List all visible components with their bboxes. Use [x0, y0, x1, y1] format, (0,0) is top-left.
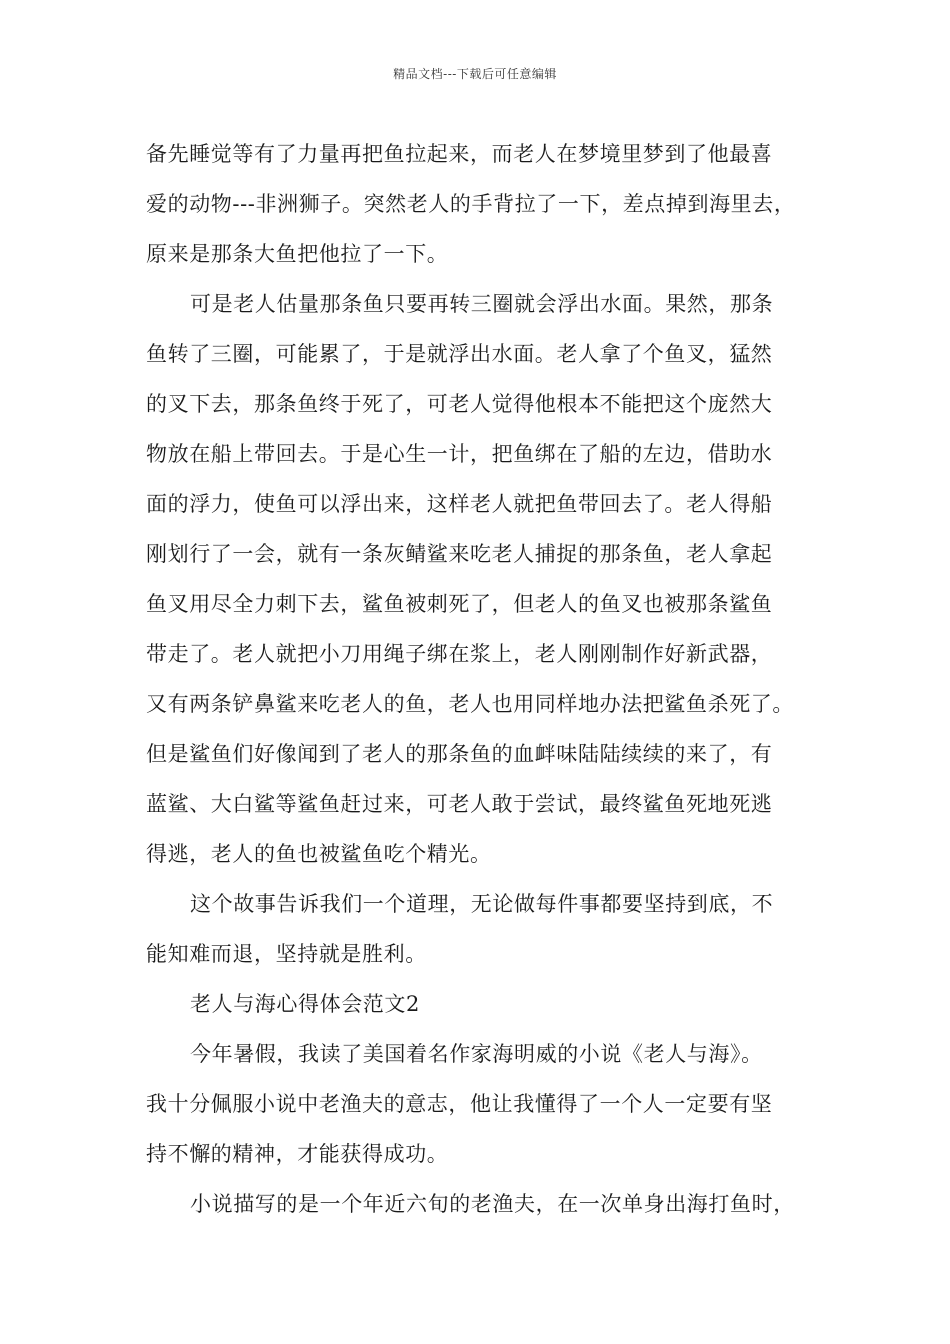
- text-line: 能知难而退，坚持就是胜利。: [146, 942, 427, 966]
- text-line: 备先睡觉等有了力量再把鱼拉起来，而老人在梦境里梦到了他最喜: [146, 142, 773, 166]
- text-line: 老人与海心得体会范文2: [190, 992, 420, 1016]
- text-line: 得逃，老人的鱼也被鲨鱼吃个精光。: [146, 842, 492, 866]
- text-line: 面的浮力，使鱼可以浮出来，这样老人就把鱼带回去了。老人得船: [146, 492, 773, 516]
- text-line: 小说描写的是一个年近六旬的老渔夫，在一次单身出海打鱼时，: [190, 1192, 795, 1216]
- text-line: 但是鲨鱼们好像闻到了老人的那条鱼的血衅味陆陆续续的来了，有: [146, 742, 773, 766]
- text-line: 又有两条铲鼻鲨来吃老人的鱼，老人也用同样地办法把鲨鱼杀死了。: [146, 692, 794, 716]
- text-line: 可是老人估量那条鱼只要再转三圈就会浮出水面。果然，那条: [190, 292, 774, 316]
- text-line: 原来是那条大鱼把他拉了一下。: [146, 242, 449, 266]
- text-line: 鱼叉用尽全力刺下去，鲨鱼被刺死了，但老人的鱼叉也被那条鲨鱼: [146, 592, 773, 616]
- document-body: [146, 129, 836, 1229]
- text-line: 蓝鲨、大白鲨等鲨鱼赶过来，可老人敢于尝试，最终鲨鱼死地死逃: [146, 792, 773, 816]
- text-line: 持不懈的精神，才能获得成功。: [146, 1142, 449, 1166]
- text-line: 鱼转了三圈，可能累了，于是就浮出水面。老人拿了个鱼叉，猛然: [146, 342, 773, 366]
- text-line: 刚划行了一会，就有一条灰鲭鲨来吃老人捕捉的那条鱼，老人拿起: [146, 542, 773, 566]
- text-line: 的叉下去，那条鱼终于死了，可老人觉得他根本不能把这个庞然大: [146, 392, 773, 416]
- text-line: 这个故事告诉我们一个道理，无论做每件事都要坚持到底，不: [190, 892, 774, 916]
- text-line: 爱的动物---非洲狮子。突然老人的手背拉了一下，差点掉到海里去，: [146, 192, 796, 216]
- text-line: 带走了。老人就把小刀用绳子绑在浆上，老人刚刚制作好新武器，: [146, 642, 773, 666]
- text-line: 物放在船上带回去。于是心生一计，把鱼绑在了船的左边，借助水: [146, 442, 773, 466]
- text-line: 今年暑假，我读了美国着名作家海明威的小说《老人与海》。: [190, 1042, 763, 1066]
- text-line: 我十分佩服小说中老渔夫的意志，他让我懂得了一个人一定要有坚: [146, 1092, 773, 1116]
- page-header: 精品文档---下载后可任意编辑: [393, 67, 557, 81]
